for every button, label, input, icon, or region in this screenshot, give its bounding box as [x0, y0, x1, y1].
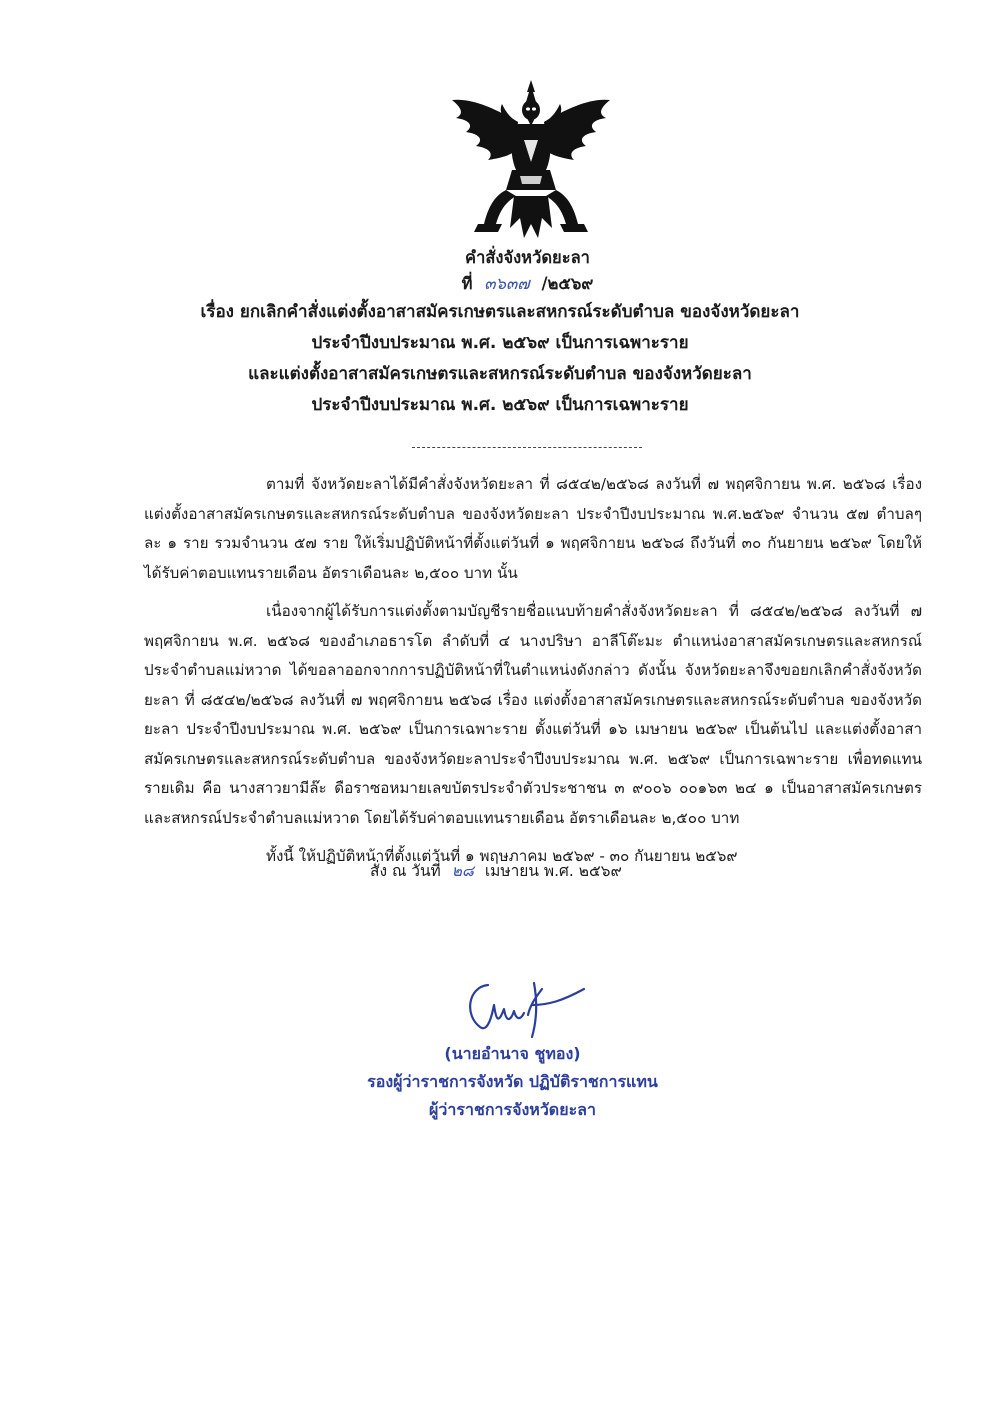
date-day-handwritten: ๒๘	[451, 862, 474, 880]
signer-position-1: รองผู้ว่าราชการจังหวัด ปฏิบัติราชการแทน	[367, 1072, 658, 1091]
handwritten-signature	[458, 975, 588, 1045]
order-number-suffix: /๒๕๖๙	[541, 274, 594, 293]
subject-line-4: ประจำปีงบประมาณ พ.ศ. ๒๕๖๙ เป็นการเฉพาะราย	[311, 395, 689, 415]
garuda-emblem	[444, 78, 618, 246]
date-suffix: เมษายน พ.ศ. ๒๕๖๙	[484, 862, 622, 880]
order-number-prefix: ที่	[461, 274, 473, 293]
order-number	[55, 271, 1000, 297]
body-paragraph-1: ตามที่ จังหวัดยะลาได้มีคำสั่งจังหวัดยะลา ที่ ๘๕๔๒/๒๕๖๘ ลงวันที่ ๗ พฤศจิกายน พ.ศ. ๒๕๖๘ เรื่อง แต่งตั้งอาสาสมัครเกษตรและสหกรณ์ระดับตำบล ของจังหวัดยะลา ประจำปีงบประมาณ พ.ศ.๒๕๖๙ จำนวน ๕๗ ตำบลๆ ละ ๑ ราย รวมจำนวน ๕๗ ราย ให้เริ่มปฏิบัติหน้าที่ตั้งแต่วันที่ ๑ พฤศจิกายน ๒๕๖๘ ถึงวันที่ ๓๐ กันยายน ๒๕๖๙ โดยให้ได้รับค่าตอบแทนรายเดือน อัตราเดือนละ ๒,๕๐๐ บาท นั้น	[144, 475, 922, 582]
order-number-handwritten: ๓๖๓๗	[484, 274, 530, 293]
body-paragraph-2: เนื่องจากผู้ได้รับการแต่งตั้งตามบัญชีรายชื่อแนบท้ายคำสั่งจังหวัดยะลา ที่ ๘๕๔๒/๒๕๖๘ ลงวันที่ ๗ พฤศจิกายน พ.ศ. ๒๕๖๘ ของอำเภอธารโต ลำดับที่ ๔ นางปริษา อาลีโต๊ะมะ ตำแหน่งอาสาสมัครเกษตรและสหกรณ์ประจำตำบลแม่หวาด ได้ขอลาออกจากการปฏิบัติหน้าที่ในตำแหน่งดังกล่าว ดังนั้น จังหวัดยะลาจึงขอยกเลิกคำสั่งจังหวัดยะลา ที่ ๘๕๔๒/๒๕๖๘ ลงวันที่ ๗ พฤศจิกายน ๒๕๖๘ เรื่อง แต่งตั้งอาสาสมัครเกษตรและสหกรณ์ระดับตำบล ของจังหวัดยะลา ประจำปีงบประมาณ พ.ศ. ๒๕๖๙ เป็นการเฉพาะราย ตั้งแต่วันที่ ๑๖ เมษายน ๒๕๖๙ เป็นต้นไป และแต่งตั้งอาสาสมัครเกษตรและสหกรณ์ระดับตำบล ของจังหวัดยะลาประจำปีงบประมาณ พ.ศ. ๒๕๖๙ เป็นการเฉพาะราย เพื่อทดแทนรายเดิม คือ นางสาวยามีล๊ะ ดือราซอหมายเลขบัตรประจำตัวประชาชน ๓ ๙๐๐๖ ๐๐๑๖๓ ๒๔ ๑ เป็นอาสาสมัครเกษตรและสหกรณ์ประจำตำบลแม่หวาด โดยได้รับค่าตอบแทนรายเดือน อัตราเดือนละ ๒,๕๐๐ บาท	[144, 602, 922, 827]
signer-position-2: ผู้ว่าราชการจังหวัดยะลา	[429, 1100, 596, 1119]
header-block	[0, 245, 1000, 421]
body-paragraph-3: ทั้งนี้ ให้ปฏิบัติหน้าที่ตั้งแต่วันที่ ๑ พฤษภาคม ๒๕๖๙ - ๓๐ กันยายน ๒๕๖๙	[266, 847, 738, 865]
signer-block	[0, 1040, 1000, 1124]
order-date	[370, 856, 622, 886]
signer-name: (นายอำนาจ ชูทอง)	[444, 1044, 581, 1063]
subject-line-2: ประจำปีงบประมาณ พ.ศ. ๒๕๖๙ เป็นการเฉพาะราย	[311, 333, 689, 353]
divider-line	[412, 447, 642, 448]
body-text	[144, 470, 922, 881]
subject-line-1: เรื่อง ยกเลิกคำสั่งแต่งตั้งอาสาสมัครเกษตรและสหกรณ์ระดับตำบล ของจังหวัดยะลา	[200, 302, 800, 322]
subject-line-3: และแต่งตั้งอาสาสมัครเกษตรและสหกรณ์ระดับตำบล ของจังหวัดยะลา	[248, 364, 752, 384]
date-prefix: สั่ง ณ วันที่	[370, 862, 441, 880]
order-title: คำสั่งจังหวัดยะลา	[465, 248, 590, 267]
